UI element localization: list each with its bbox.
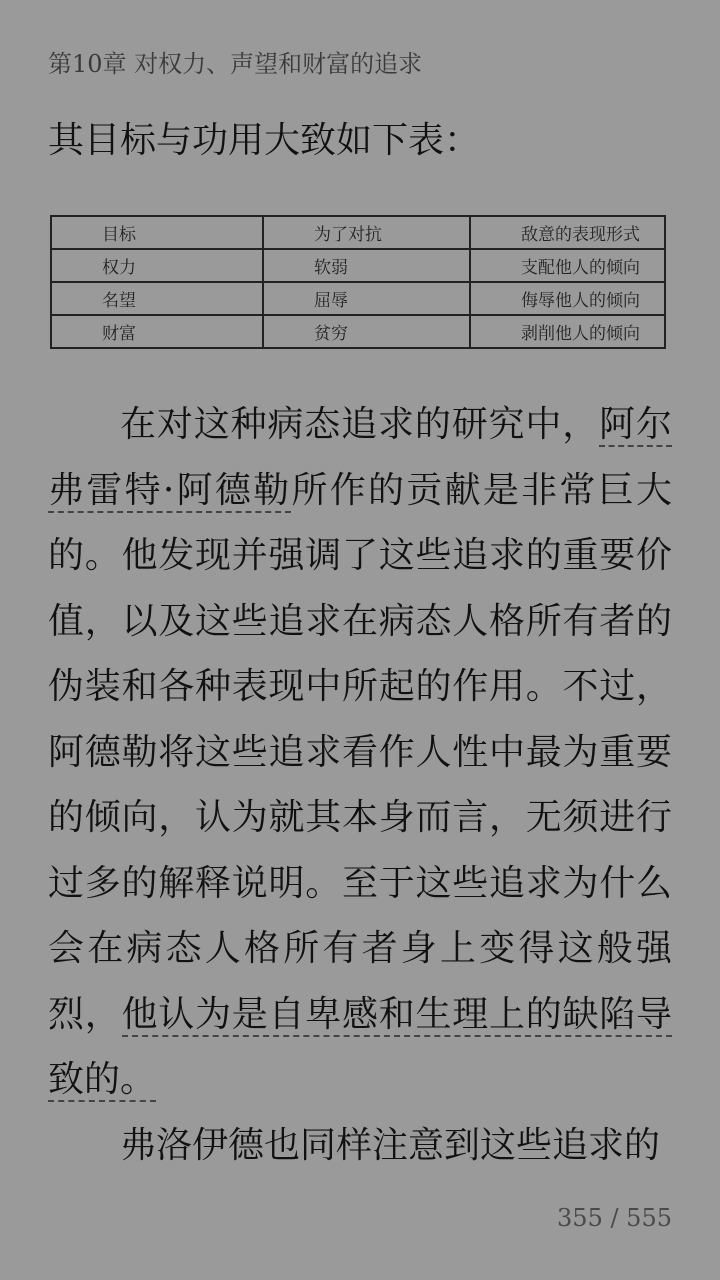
table-cell: 支配他人的倾向 [470, 249, 665, 282]
table-header-cell: 敌意的表现形式 [470, 216, 665, 249]
table-cell: 名望 [51, 282, 263, 315]
table-header-cell: 目标 [51, 216, 263, 249]
table-cell: 剥削他人的倾向 [470, 315, 665, 348]
paragraph-text: 所作的贡献是非常巨大的。他发现并强调了这些追求的重要价值，以及这些追求在病态人格所有者的伪装和各种表现中所起的作用。不过，阿德勒将这些追求看作人性中最为重要的倾向，认为就其本身而言，无须进行过多的解释说明。至于这些追求为什么会在病态人格所有者身上变得这般强烈， [48, 469, 672, 1035]
body-text [48, 392, 672, 1178]
chapter-title: 第10章 对权力、声望和财富的追求 [48, 50, 423, 78]
table-cell: 财富 [51, 315, 263, 348]
page-indicator: 355 / 555 [557, 1204, 672, 1232]
table-cell: 软弱 [263, 249, 470, 282]
table-row [51, 249, 665, 282]
footnote-link-adler[interactable]: 阿尔弗雷特·阿德勒 [48, 404, 672, 511]
paragraph: 弗洛伊德也同样注意到这些追求的 [120, 1124, 661, 1166]
table-cell: 侮辱他人的倾向 [470, 282, 665, 315]
table-row [51, 282, 665, 315]
footnote-link-inferiority[interactable]: 他认为是自卑感和生理上的缺陷导致的。 [48, 993, 672, 1100]
intro-text: 其目标与功用大致如下表： [48, 120, 481, 161]
table-cell: 屈辱 [263, 282, 470, 315]
table-cell: 贫穷 [263, 315, 470, 348]
table-cell: 权力 [51, 249, 263, 282]
table-header-cell: 为了对抗 [263, 216, 470, 249]
paragraph-text: 在对这种病态追求的研究中， [120, 404, 600, 445]
goals-table [50, 215, 666, 349]
paragraph [48, 392, 672, 1113]
table-row [51, 315, 665, 348]
table-header-row [51, 216, 665, 249]
